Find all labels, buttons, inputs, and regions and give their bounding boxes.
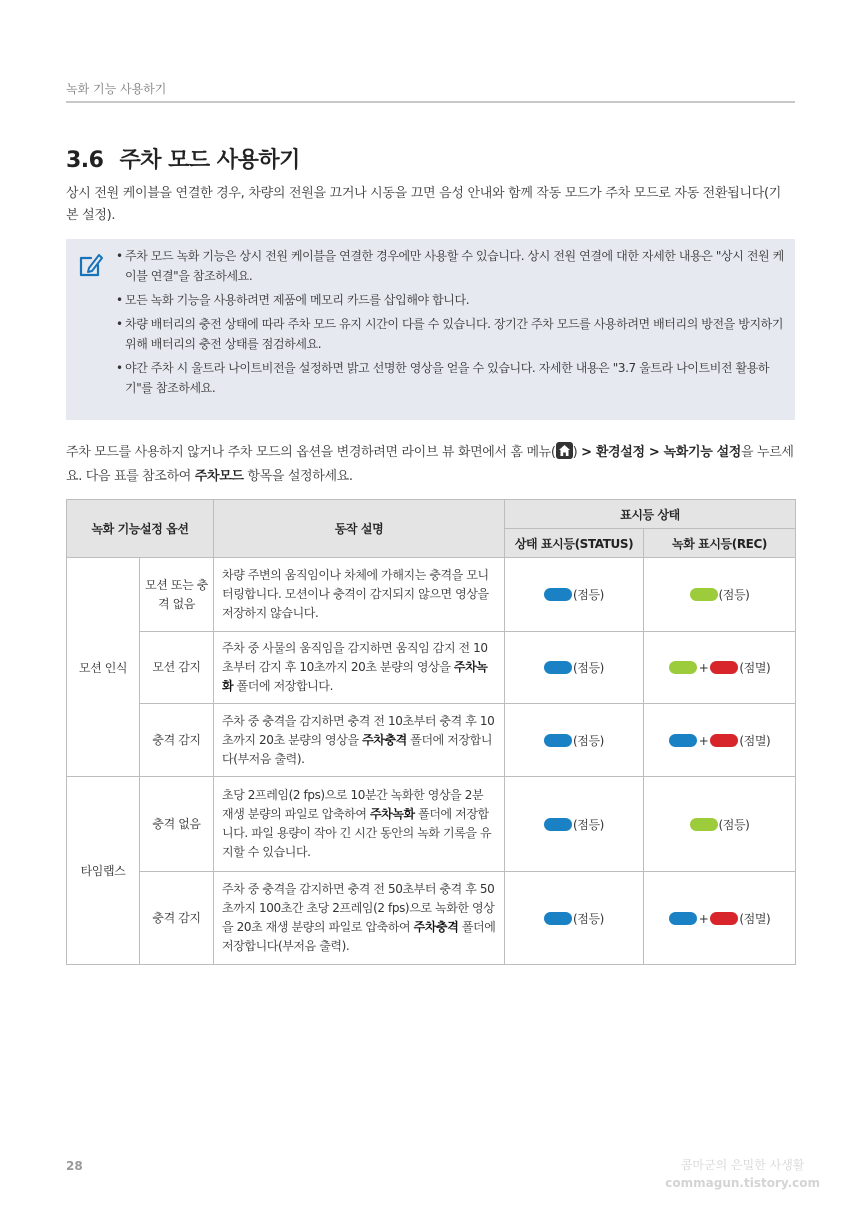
- rec-indicator-cell: [644, 558, 796, 632]
- header-status: 상태 표시등(STATUS): [505, 529, 644, 558]
- led-state-label: (점등): [573, 817, 604, 832]
- para-text: ): [572, 445, 582, 460]
- led-state-label: (점등): [573, 911, 604, 926]
- watermark: [665, 1156, 820, 1192]
- folder-name: 주차녹화: [222, 660, 488, 693]
- para-text: 항목을 설정하세요.: [243, 469, 353, 484]
- led-state-label: (점등): [573, 733, 604, 748]
- option-cell: 충격 없음: [140, 777, 214, 872]
- blue-led-indicator: [544, 818, 572, 831]
- table-body: [67, 558, 796, 965]
- option-cell: 모션 감지: [140, 632, 214, 704]
- note-list: [116, 246, 786, 402]
- led-state-label: (점멸): [739, 911, 771, 926]
- header-description: 동작 설명: [214, 500, 505, 558]
- header-rec: 녹화 표시등(REC): [644, 529, 796, 558]
- description-cell: 주차 중 충격을 감지하면 충격 전 50초부터 충격 후 50초까지 100초간 초당 2프레임(2 fps)으로 녹화한 영상을 20초 재생 분량의 파일로 압축하여 주차충격 폴더에 저장합니다(부저음 출력).: [214, 872, 505, 965]
- category-cell: 모션 인식: [67, 558, 140, 777]
- folder-name: 주차녹화: [369, 807, 415, 821]
- setting-name: 주차모드: [194, 469, 244, 484]
- led-state-label: (점등): [718, 588, 750, 602]
- led-state-label: (점등): [573, 661, 604, 675]
- led-state-label: (점멸): [739, 661, 771, 675]
- blue-led-indicator: [544, 912, 572, 925]
- blue-led-indicator: [669, 734, 697, 747]
- rec-indicator-cell: [644, 872, 796, 965]
- intro-paragraph: 상시 전원 케이블을 연결한 경우, 차량의 전원을 끄거나 시동을 끄면 음성 안내와 함께 작동 모드가 주차 모드로 자동 전환됩니다(기본 설정).: [66, 186, 782, 223]
- para-text: 을 누르세요. 다음 표를 참조하여: [66, 445, 794, 484]
- section-title-text: 주차 모드 사용하기: [119, 148, 300, 173]
- led-state-label: (점등): [718, 817, 750, 832]
- settings-table: [66, 499, 796, 965]
- description-cell: 초당 2프레임(2 fps)으로 10분간 녹화한 영상을 2분 재생 분량의 파일로 압축하여 주차녹화 폴더에 저장합니다. 파일 용량이 작아 긴 시간 동안의 녹화 기록을 유지할 수 있습니다.: [214, 777, 505, 872]
- section-title: [66, 143, 300, 174]
- folder-name: 주차충격: [413, 920, 459, 934]
- watermark-url: commagun.tistory.com: [665, 1176, 820, 1190]
- note-item: • 모든 녹화 기능을 사용하려면 제품에 메모리 카드를 삽입해야 합니다.: [116, 290, 786, 310]
- note-box: [66, 239, 795, 420]
- blue-led-indicator: [544, 588, 572, 601]
- table-row: [67, 558, 796, 632]
- red-led-indicator: [710, 661, 738, 674]
- status-indicator-cell: [505, 558, 644, 632]
- led-state-label: (점멸): [739, 733, 771, 748]
- status-indicator-cell: [505, 632, 644, 704]
- para-text: 주차 모드를 사용하지 않거나 주차 모드의 옵션을 변경하려면 라이브 뷰 화면에서 홈 메뉴(: [66, 445, 556, 460]
- header-indicator: 표시등 상태: [505, 500, 796, 529]
- rec-indicator-cell: [644, 704, 796, 777]
- home-icon: [556, 442, 573, 459]
- description-cell: 주차 중 사물의 움직임을 감지하면 움직임 감지 전 10초부터 감지 후 10초까지 20초 분량의 영상을 주차녹화 폴더에 저장합니다.: [214, 632, 505, 704]
- plus-sign: +: [698, 733, 709, 748]
- folder-name: 주차충격: [362, 732, 407, 747]
- rec-indicator-cell: [644, 632, 796, 704]
- option-cell: 충격 감지: [140, 872, 214, 965]
- plus-sign: +: [698, 661, 709, 675]
- note-item: • 주차 모드 녹화 기능은 상시 전원 케이블을 연결한 경우에만 사용할 수 있습니다. 상시 전원 연결에 대한 자세한 내용은 "상시 전원 케이블 연결"을 참조하세요.: [116, 246, 786, 286]
- section-number: 3.6: [66, 148, 104, 173]
- menu-path: > 환경설정 > 녹화기능 설정: [581, 445, 741, 460]
- green-led-indicator: [690, 818, 718, 831]
- green-led-indicator: [669, 661, 697, 674]
- red-led-indicator: [710, 912, 738, 925]
- green-led-indicator: [690, 588, 718, 601]
- category-cell: 타임랩스: [67, 777, 140, 965]
- header-option: 녹화 기능설정 옵션: [67, 500, 214, 558]
- status-indicator-cell: [505, 872, 644, 965]
- table-row: [67, 704, 796, 777]
- red-led-indicator: [710, 734, 738, 747]
- note-item: • 차량 배터리의 충전 상태에 따라 주차 모드 유지 시간이 다를 수 있습니다. 장기간 주차 모드를 사용하려면 배터리의 방전을 방지하기 위해 배터리의 충전 상태를 점검하세요.: [116, 314, 786, 354]
- option-cell: 모션 또는 충격 없음: [140, 558, 214, 632]
- blue-led-indicator: [669, 912, 697, 925]
- rec-indicator-cell: [644, 777, 796, 872]
- blue-led-indicator: [544, 661, 572, 674]
- table-row: [67, 872, 796, 965]
- led-state-label: (점등): [573, 588, 604, 602]
- header-divider: [66, 101, 795, 103]
- page-number: 28: [66, 1159, 83, 1173]
- running-header: 녹화 기능 사용하기: [66, 82, 167, 96]
- description-cell: 차량 주변의 움직임이나 차체에 가해지는 충격을 모니터링합니다. 모션이나 충격이 감지되지 않으면 영상을 저장하지 않습니다.: [214, 558, 505, 632]
- plus-sign: +: [698, 911, 709, 926]
- settings-paragraph: [66, 441, 795, 489]
- note-item: • 야간 주차 시 울트라 나이트비전을 설정하면 밝고 선명한 영상을 얻을 수 있습니다. 자세한 내용은 "3.7 울트라 나이트비전 활용하기"를 참조하세요.: [116, 358, 786, 398]
- note-icon: [77, 250, 105, 278]
- watermark-line: 콤마군의 은밀한 사생활: [680, 1158, 805, 1172]
- table-row: [67, 777, 796, 872]
- description-cell: 주차 중 충격을 감지하면 충격 전 10초부터 충격 후 10초까지 20초 분량의 영상을 주차충격 폴더에 저장합니다(부저음 출력).: [214, 704, 505, 777]
- status-indicator-cell: [505, 704, 644, 777]
- status-indicator-cell: [505, 777, 644, 872]
- blue-led-indicator: [544, 734, 572, 747]
- option-cell: 충격 감지: [140, 704, 214, 777]
- table-row: [67, 632, 796, 704]
